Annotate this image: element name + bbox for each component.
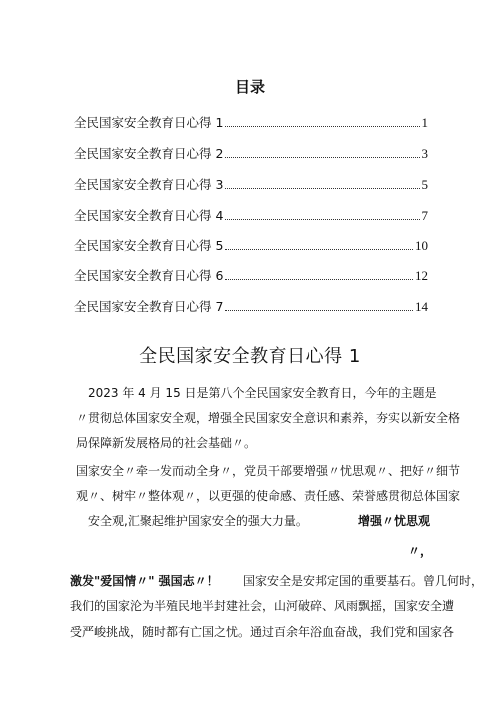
toc-leader-dots [225, 219, 419, 220]
toc-entry[interactable] [74, 113, 428, 131]
toc-entry-page: 14 [415, 299, 428, 314]
toc-leader-dots [225, 249, 413, 250]
toc-leader-dots [225, 157, 419, 158]
toc-entry[interactable] [74, 236, 428, 254]
body-line: 局保障新发展格局的社会基础〃。 [76, 436, 257, 450]
toc-entry-page: 1 [421, 115, 428, 130]
toc-entry-page: 5 [421, 177, 428, 192]
toc-entry-page: 12 [415, 268, 428, 283]
toc-leader-dots [225, 188, 419, 189]
body-line: 受严峻挑战，随时都有亡国之忧。通过百余年浴血奋战，我们党和国家各 [70, 625, 455, 639]
toc-entry-label: 全民国家安全教育日心得 1 [74, 115, 224, 130]
body-line: 我们的国家沦为半殖民地半封建社会，山河破碎、风雨飘摇，国家安全遭 [70, 599, 455, 613]
toc-entry[interactable] [74, 297, 428, 315]
toc-entry-label: 全民国家安全教育日心得 2 [74, 146, 224, 161]
toc-entry-label: 全民国家安全教育日心得 4 [74, 208, 224, 223]
body-line: 2023 年 4 月 15 日是第八个全民国家安全教育日，今年的主题是 [88, 386, 437, 400]
body-line: 安全观,汇聚起维护国家安全的强大力量。 [88, 514, 308, 528]
toc-leader-dots [225, 126, 419, 127]
toc-entry-label: 全民国家安全教育日心得 5 [74, 238, 224, 253]
body-line: 国家安全是安邦定国的重要基石。曾几何时， [243, 574, 484, 588]
section-heading: 〃， [408, 544, 433, 558]
toc-entry-page: 10 [415, 238, 428, 253]
toc-entry-label: 全民国家安全教育日心得 6 [74, 268, 224, 283]
toc-entry[interactable] [74, 266, 428, 284]
toc-entry-label: 全民国家安全教育日心得 7 [74, 299, 224, 314]
toc-entry-label: 全民国家安全教育日心得 3 [74, 177, 224, 192]
toc-entry[interactable] [74, 206, 428, 224]
toc-leader-dots [225, 279, 413, 280]
article-title: 全民国家安全教育日心得 1 [139, 346, 361, 367]
toc-entry[interactable] [74, 175, 428, 193]
toc-entry-page: 7 [421, 208, 428, 223]
section-heading: 激发"爱国情〃" 强国志〃！ [70, 574, 219, 588]
toc-leader-dots [225, 310, 413, 311]
body-line: 〃贯彻总体国家安全观，增强全民国家安全意识和素养，夯实以新安全格 [76, 411, 461, 425]
body-line: 观〃、树牢〃整体观〃，以更强的使命感、责任感、荣誉感贯彻总体国家 [76, 489, 461, 503]
toc-entry[interactable] [74, 144, 428, 162]
toc-title: 目录 [234, 78, 265, 96]
body-line: 国家安全〃牵一发而动全身〃，党员干部要增强〃忧思观〃、把好〃细节 [76, 464, 461, 478]
section-heading: 增强〃忧思观 [358, 514, 431, 528]
toc-entry-page: 3 [421, 146, 428, 161]
